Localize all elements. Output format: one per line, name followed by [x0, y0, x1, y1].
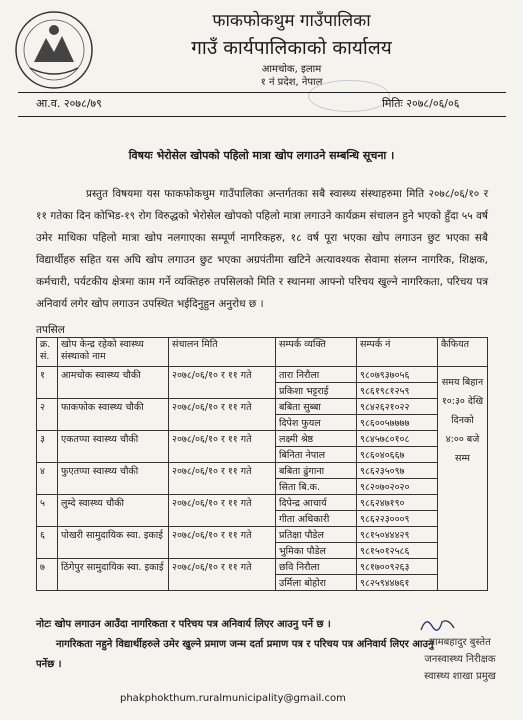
table-row	[37, 399, 488, 415]
cell-contact-phone: ९८४५७८०१०८	[357, 431, 438, 447]
cell-sn: ६	[37, 527, 58, 559]
cell-center: फुएतप्पा स्वास्थ्य चौकी	[58, 463, 169, 495]
note-line-1: नोटः खोप लगाउन आउँदा नागरिकता र परिचय पत्र अनिवार्य लिएर आउनु पर्ने छ ।	[36, 619, 331, 630]
table-header-row	[37, 338, 488, 367]
cell-contact-phone: ९८६००५७७७७	[357, 415, 438, 431]
col-sn: क्र. सं.	[37, 338, 58, 367]
cell-contact-name: सिता बि.क.	[276, 479, 357, 495]
table-row	[37, 431, 488, 447]
cell-contact-phone: ९८०७९३७०५६	[357, 367, 438, 383]
office-name: गाउँ कार्यपालिकाको कार्यालय	[191, 37, 392, 59]
municipality-name: फाकफोकथुम गाउँपालिका	[212, 11, 371, 31]
cell-contact-phone: ९८१७००९२६३	[357, 559, 438, 575]
cell-date: २०७८/०६/१० र ११ गते	[169, 367, 276, 399]
cell-contact-name: प्रतिक्षा पौडेल	[276, 527, 357, 543]
notice-date: मितिः २०७८/०६/०६	[382, 97, 460, 110]
cell-contact-name: प्रकिशा भट्टराई	[276, 383, 357, 399]
cell-center: ठिंगेपुर सामुदायिक स्वा. इकाई	[58, 559, 169, 591]
fiscal-year: आ.व. २०७८/७९	[36, 97, 102, 110]
meta-divider	[18, 116, 506, 117]
cell-contact-name: दिपेन्द्र आचार्य	[276, 495, 357, 511]
table-row	[37, 367, 488, 383]
signatory-title-2: स्वास्थ्य शाखा प्रमुख	[424, 671, 496, 682]
cell-contact-name: तारा निरौला	[276, 367, 357, 383]
office-email[interactable]: phakphokthum.ruralmunicipality@gmail.com	[120, 693, 346, 704]
col-remark: कैफियत	[438, 338, 488, 367]
col-center: खोप केन्द्र रहेको स्वास्थ्य संस्थाको नाम	[58, 338, 169, 367]
cell-sn: ४	[37, 463, 58, 495]
cell-contact-name: बबिता सुब्बा	[276, 399, 357, 415]
cell-date: २०७८/०६/१० र ११ गते	[169, 463, 276, 495]
signatory-name: यामबहादुर बुस्तेत	[429, 637, 491, 648]
note-line-2: नागरिकता नहुने विद्यार्थीहरुले उमेर खुल्ने प्रमाण जन्म दर्ता प्रमाण पत्र र परिचय पत्र अनिवार्य लिएर आउनु पर्नेछ ।	[36, 639, 434, 670]
table-row	[37, 527, 488, 543]
table-row	[37, 559, 488, 575]
details-label: तपसिल	[36, 324, 65, 336]
cell-contact-name: लक्ष्मी श्रेष्ठ	[276, 431, 357, 447]
notice-note	[36, 615, 436, 675]
cell-contact-name: गीता अधिकारी	[276, 511, 357, 527]
cell-sn: १	[37, 367, 58, 399]
cell-date: २०७८/०६/१० र ११ गते	[169, 399, 276, 431]
cell-date: २०७८/०६/१० र ११ गते	[169, 527, 276, 559]
signatory-title-1: जनस्वास्थ्य निरीक्षक	[424, 654, 496, 665]
office-stamp	[308, 80, 390, 112]
cell-date: २०७८/०६/१० र ११ गते	[169, 431, 276, 463]
cell-contact-name: बिनिता नेपाल	[276, 447, 357, 463]
cell-contact-phone: ९८६२२३०००९	[357, 511, 438, 527]
table-row	[37, 463, 488, 479]
cell-sn: ३	[37, 431, 58, 463]
cell-center: एकतप्पा स्वास्थ्य चौकी	[58, 431, 169, 463]
col-contact-person: सम्पर्क व्यक्ति	[276, 338, 357, 367]
cell-contact-name: भुमिका पौडेल	[276, 543, 357, 559]
office-province: १ नं प्रदेश, नेपाल	[260, 77, 323, 88]
cell-contact-name: बबिता ढुंगाना	[276, 463, 357, 479]
cell-contact-phone: ९८१५०१२५८६	[357, 543, 438, 559]
cell-date: २०७८/०६/१० र ११ गते	[169, 495, 276, 527]
cell-sn: २	[37, 399, 58, 431]
cell-sn: ७	[37, 559, 58, 591]
col-contact-number: सम्पर्क नं	[357, 338, 438, 367]
table-body	[37, 367, 488, 591]
cell-sn: ५	[37, 495, 58, 527]
cell-contact-phone: ९८६१९८१२५९	[357, 383, 438, 399]
signature-block	[410, 620, 510, 685]
cell-contact-phone: ९८२५९४४७६१	[357, 575, 438, 591]
cell-remark: समय बिहान १०:३० देखि दिनको ४:०० बजे सम्म	[438, 367, 488, 591]
col-date: संचालन मिति	[169, 338, 276, 367]
cell-contact-phone: ९८२०७०२०२०	[357, 479, 438, 495]
office-address: आमचोक, इलाम	[261, 64, 322, 75]
cell-center: आमचोक स्वास्थ्य चौकी	[58, 367, 169, 399]
cell-contact-phone: ९८४२६२१०२२	[357, 399, 438, 415]
header-divider	[18, 92, 506, 93]
notice-subject: विषयः भेरोसेल खोपको पहिलो मात्रा खोप लगाउने सम्बन्धि सूचना ।	[128, 149, 395, 162]
cell-date: २०७८/०६/१० र ११ गते	[169, 559, 276, 591]
cell-contact-phone: ९८१५०४४४२९	[357, 527, 438, 543]
cell-center: लुम्दे स्वास्थ्य चौकी	[58, 495, 169, 527]
cell-center: पोखरी सामुदायिक स्वा. इकाई	[58, 527, 169, 559]
cell-contact-phone: ९८६२४७१९०	[357, 495, 438, 511]
table-row	[37, 495, 488, 511]
vaccination-schedule-table	[36, 337, 488, 591]
cell-contact-phone: ९८६०४०६६७	[357, 447, 438, 463]
cell-contact-phone: ९८६२३५०९७	[357, 463, 438, 479]
cell-contact-name: छवि निरौला	[276, 559, 357, 575]
cell-contact-name: दिपेश फुयल	[276, 415, 357, 431]
cell-contact-name: उर्मिला बोहोरा	[276, 575, 357, 591]
cell-center: फाकफोक स्वास्थ्य चौकी	[58, 399, 169, 431]
notice-body: प्रस्तुत विषयमा यस फाकफोकथुम गाउँपालिका अन्तर्गतका सबै स्वास्थ्य संस्थाहरुमा मिति २०७८/०६/१० र ११ गतेका दिन कोभिड-१९ रोग विरुद्धको भेरोसेल खोपको पहिलो मात्रा लगाउने कार्यक्रम संचालन हुने भएको हुँदा ५५ वर्ष उमेर माथिका पहिलो मात्रा खोप नलगाएका सम्पूर्ण नागरिकहरु, १८ वर्ष पूरा भएका खोप लगाउन छुट भएका सबै विद्यार्थीहरु सहित यस अघि खोप लगाउन छुट भएका अग्रपंतीमा खटिने अत्यावश्यक सेवामा संलग्न नागरिक, शिक्षक, कर्मचारी, पर्यटकीय क्षेत्रमा काम गर्ने व्यक्तिहरु तपसिलको मिति र स्थानमा आफ्नो परिचय खुल्ने नागरिकता, परिचय पत्र अनिवार्य लगेर खोप लगाउन उपस्थित भईदिनुहुन अनुरोध छ ।	[36, 188, 488, 310]
